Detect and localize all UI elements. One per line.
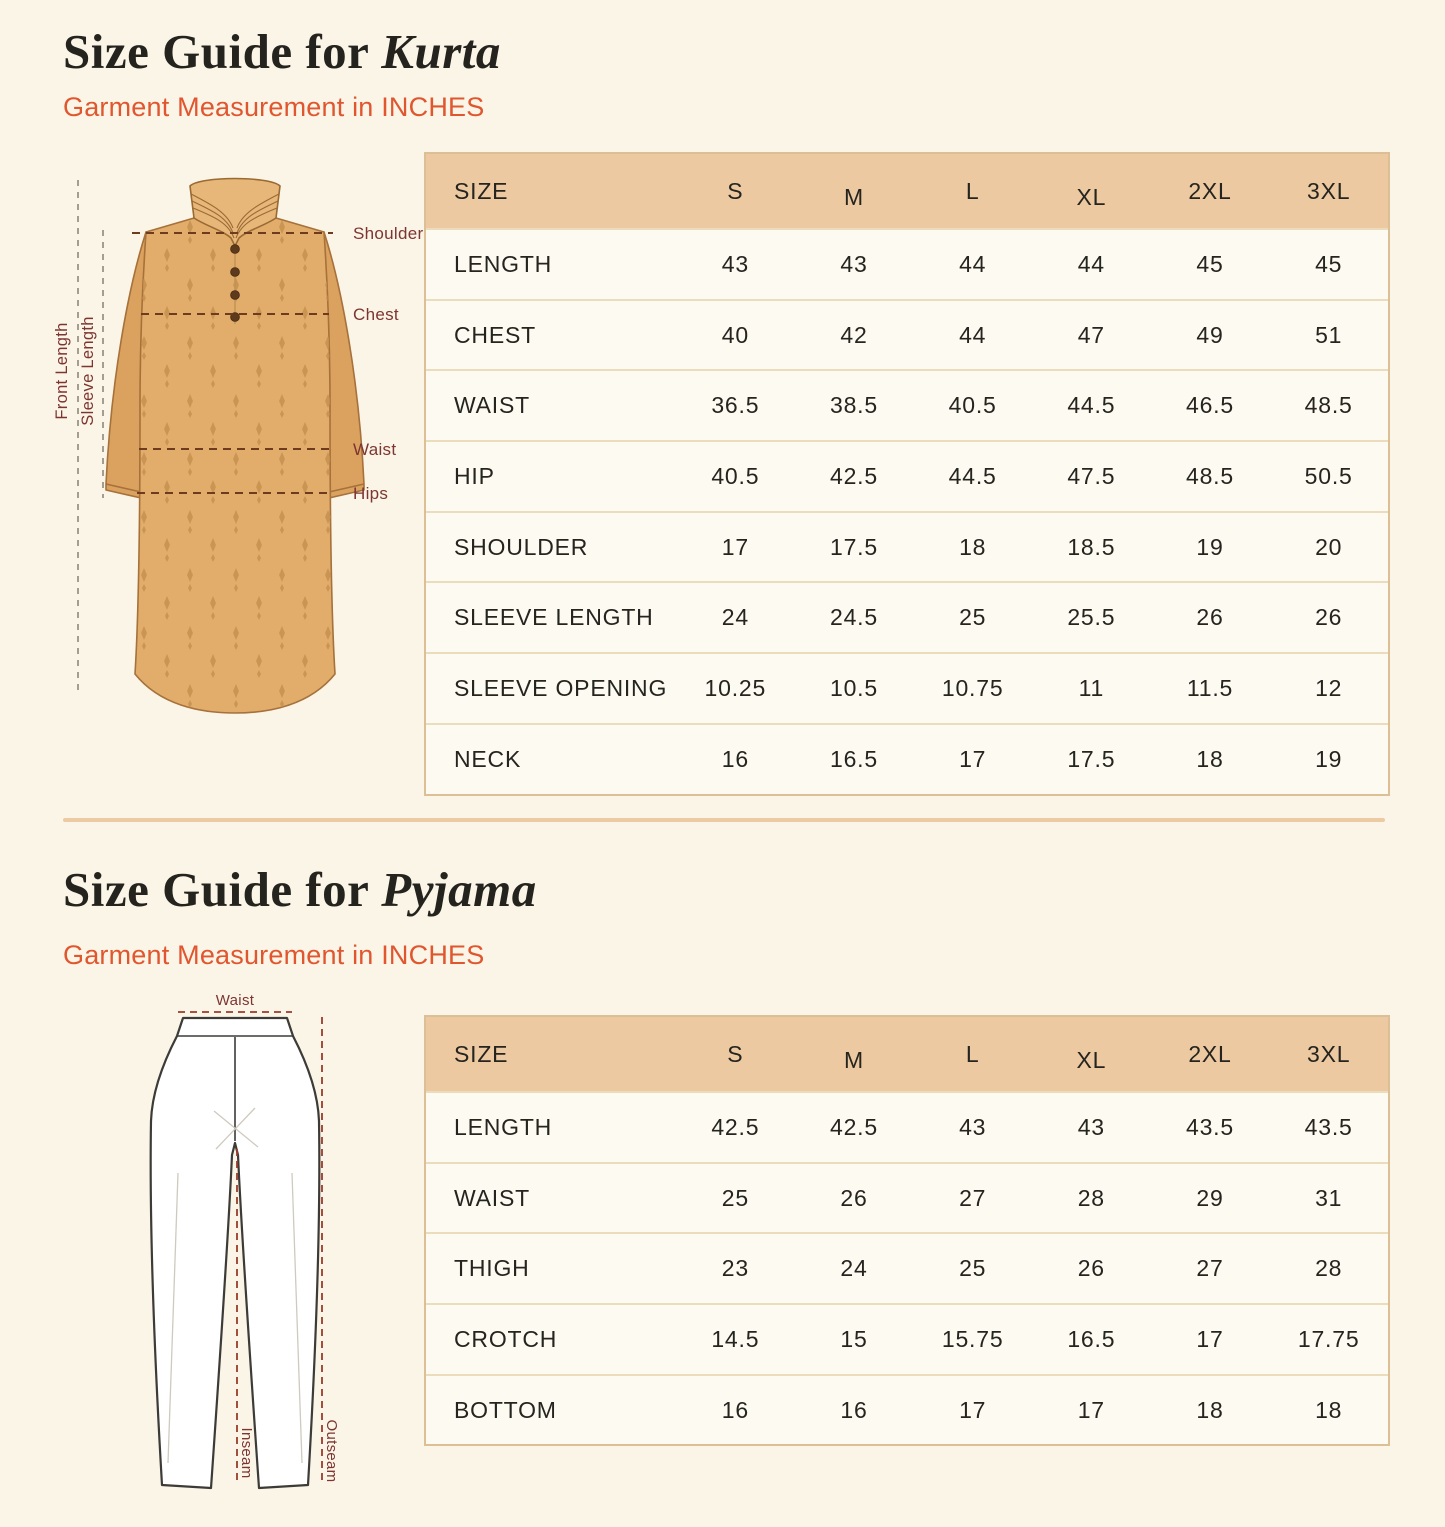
value-cell: 28 <box>1077 1184 1105 1211</box>
value-cell: 40.5 <box>711 462 760 489</box>
table-row <box>426 440 1388 511</box>
value-cell: 42 <box>840 321 868 348</box>
table-row <box>426 723 1388 794</box>
table-row <box>426 652 1388 723</box>
value-cell: 36.5 <box>711 392 760 419</box>
kurta-label-sleeve-length: Sleeve Length <box>79 316 97 426</box>
value-cell: 26 <box>1196 604 1224 631</box>
table-row <box>426 1232 1388 1303</box>
table-header-cell: 2XL <box>1188 1040 1232 1067</box>
value-cell: 27 <box>959 1184 987 1211</box>
row-label-cell: WAIST <box>454 392 530 419</box>
kurta-size-table <box>424 152 1390 796</box>
row-label-cell: BOTTOM <box>454 1396 557 1423</box>
table-header-cell: S <box>727 177 744 204</box>
table-header-cell: 3XL <box>1306 1040 1351 1067</box>
value-cell: 26 <box>1315 604 1343 631</box>
value-cell: 16.5 <box>1067 1325 1116 1352</box>
row-label-cell: SHOULDER <box>454 533 589 560</box>
row-label-cell: HIP <box>454 462 495 489</box>
table-header-cell: 3XL <box>1306 177 1351 204</box>
pyjama-title-text: Size Guide for <box>63 862 382 917</box>
value-cell: 20 <box>1315 533 1343 560</box>
pyjama-label-inseam: Inseam <box>238 1427 255 1479</box>
value-cell: 18 <box>959 533 987 560</box>
kurta-illustration <box>40 156 425 778</box>
value-cell: 38.5 <box>830 392 878 419</box>
table-header-cell: M <box>844 1046 864 1073</box>
value-cell: 17 <box>1077 1396 1105 1423</box>
value-cell: 24 <box>721 604 749 631</box>
value-cell: 48.5 <box>1186 462 1234 489</box>
kurta-label-front-length: Front Length <box>53 322 71 420</box>
value-cell: 16 <box>721 745 749 772</box>
pyjama-label-outseam: Outseam <box>323 1419 340 1483</box>
value-cell: 25 <box>959 604 987 631</box>
kurta-label-shoulder: Shoulder <box>353 224 424 243</box>
value-cell: 44 <box>959 321 987 348</box>
row-label-cell: LENGTH <box>454 1113 553 1140</box>
value-cell: 42.5 <box>830 1113 878 1140</box>
value-cell: 43 <box>1077 1113 1105 1140</box>
pyjama-subtitle: Garment Measurement in INCHES <box>63 940 485 970</box>
kurta-label-waist: Waist <box>353 440 397 459</box>
table-header-cell: L <box>965 177 980 204</box>
value-cell: 15 <box>840 1325 868 1352</box>
value-cell: 17.5 <box>1067 745 1116 772</box>
value-cell: 31 <box>1315 1184 1343 1211</box>
table-row <box>426 581 1388 652</box>
value-cell: 25 <box>721 1184 749 1211</box>
table-row <box>426 511 1388 582</box>
value-cell: 42.5 <box>830 462 878 489</box>
pyjama-size-table <box>424 1015 1390 1446</box>
kurta-title-garment: Kurta <box>381 24 501 79</box>
value-cell: 42.5 <box>711 1113 760 1140</box>
value-cell: 47 <box>1077 321 1105 348</box>
value-cell: 44 <box>1077 250 1105 277</box>
size-header-cell: SIZE <box>454 1040 509 1067</box>
value-cell: 18 <box>1196 1396 1224 1423</box>
value-cell: 11.5 <box>1186 674 1234 701</box>
value-cell: 10.25 <box>704 674 767 701</box>
value-cell: 16.5 <box>830 745 878 772</box>
value-cell: 15.75 <box>941 1325 1004 1352</box>
value-cell: 43 <box>840 250 868 277</box>
value-cell: 17.75 <box>1297 1325 1360 1352</box>
value-cell: 16 <box>840 1396 868 1423</box>
value-cell: 26 <box>1077 1255 1105 1282</box>
pyjama-label-waist: Waist <box>215 993 255 1009</box>
table-header-row <box>426 154 1388 228</box>
value-cell: 17 <box>959 745 987 772</box>
value-cell: 17 <box>1196 1325 1224 1352</box>
value-cell: 16 <box>721 1396 749 1423</box>
table-row <box>426 228 1388 299</box>
value-cell: 18.5 <box>1067 533 1116 560</box>
section-divider <box>63 818 1385 822</box>
table-row <box>426 369 1388 440</box>
table-header-cell: S <box>727 1040 744 1067</box>
value-cell: 18 <box>1315 1396 1343 1423</box>
row-label-cell: THIGH <box>454 1255 530 1282</box>
value-cell: 10.5 <box>830 674 878 701</box>
value-cell: 46.5 <box>1186 392 1234 419</box>
value-cell: 17 <box>959 1396 987 1423</box>
value-cell: 23 <box>721 1255 749 1282</box>
value-cell: 43.5 <box>1304 1113 1353 1140</box>
value-cell: 24.5 <box>830 604 878 631</box>
row-label-cell: WAIST <box>454 1184 530 1211</box>
pyjama-illustration <box>118 993 368 1527</box>
value-cell: 19 <box>1315 745 1343 772</box>
value-cell: 47.5 <box>1067 462 1116 489</box>
value-cell: 45 <box>1196 250 1224 277</box>
value-cell: 27 <box>1196 1255 1224 1282</box>
value-cell: 12 <box>1315 674 1343 701</box>
pyjama-section-title <box>63 862 537 918</box>
value-cell: 44 <box>959 250 987 277</box>
table-row <box>426 1162 1388 1233</box>
kurta-label-chest: Chest <box>353 305 399 324</box>
row-label-cell: CHEST <box>454 321 536 348</box>
value-cell: 44.5 <box>1067 392 1116 419</box>
value-cell: 40.5 <box>948 392 997 419</box>
table-row <box>426 1091 1388 1162</box>
value-cell: 14.5 <box>711 1325 760 1352</box>
table-row <box>426 1303 1388 1374</box>
value-cell: 40 <box>721 321 749 348</box>
table-header-cell: XL <box>1076 183 1107 210</box>
value-cell: 29 <box>1196 1184 1224 1211</box>
kurta-title-text: Size Guide for <box>63 24 382 79</box>
row-label-cell: SLEEVE OPENING <box>454 674 668 701</box>
row-label-cell: NECK <box>454 745 522 772</box>
table-row <box>426 299 1388 370</box>
value-cell: 18 <box>1196 745 1224 772</box>
kurta-section-title <box>63 24 501 80</box>
table-header-cell: L <box>965 1040 980 1067</box>
pyjama-title-garment: Pyjama <box>381 862 537 917</box>
value-cell: 43 <box>959 1113 987 1140</box>
value-cell: 49 <box>1196 321 1224 348</box>
value-cell: 44.5 <box>948 462 997 489</box>
kurta-label-hips: Hips <box>353 484 389 503</box>
value-cell: 17.5 <box>830 533 878 560</box>
size-header-cell: SIZE <box>454 177 509 204</box>
table-header-cell: 2XL <box>1188 177 1232 204</box>
value-cell: 19 <box>1196 533 1224 560</box>
value-cell: 48.5 <box>1304 392 1353 419</box>
value-cell: 50.5 <box>1304 462 1353 489</box>
row-label-cell: SLEEVE LENGTH <box>454 604 654 631</box>
value-cell: 24 <box>840 1255 868 1282</box>
value-cell: 17 <box>721 533 749 560</box>
row-label-cell: CROTCH <box>454 1325 558 1352</box>
value-cell: 26 <box>840 1184 868 1211</box>
table-header-cell: M <box>844 183 864 210</box>
table-header-cell: XL <box>1076 1046 1107 1073</box>
value-cell: 51 <box>1315 321 1343 348</box>
value-cell: 45 <box>1315 250 1343 277</box>
value-cell: 43.5 <box>1186 1113 1234 1140</box>
value-cell: 28 <box>1315 1255 1343 1282</box>
value-cell: 25.5 <box>1067 604 1116 631</box>
value-cell: 10.75 <box>941 674 1004 701</box>
kurta-subtitle: Garment Measurement in INCHES <box>63 92 485 122</box>
table-header-row <box>426 1017 1388 1091</box>
row-label-cell: LENGTH <box>454 250 553 277</box>
table-row <box>426 1374 1388 1445</box>
value-cell: 11 <box>1078 674 1105 701</box>
value-cell: 25 <box>959 1255 987 1282</box>
value-cell: 43 <box>721 250 749 277</box>
